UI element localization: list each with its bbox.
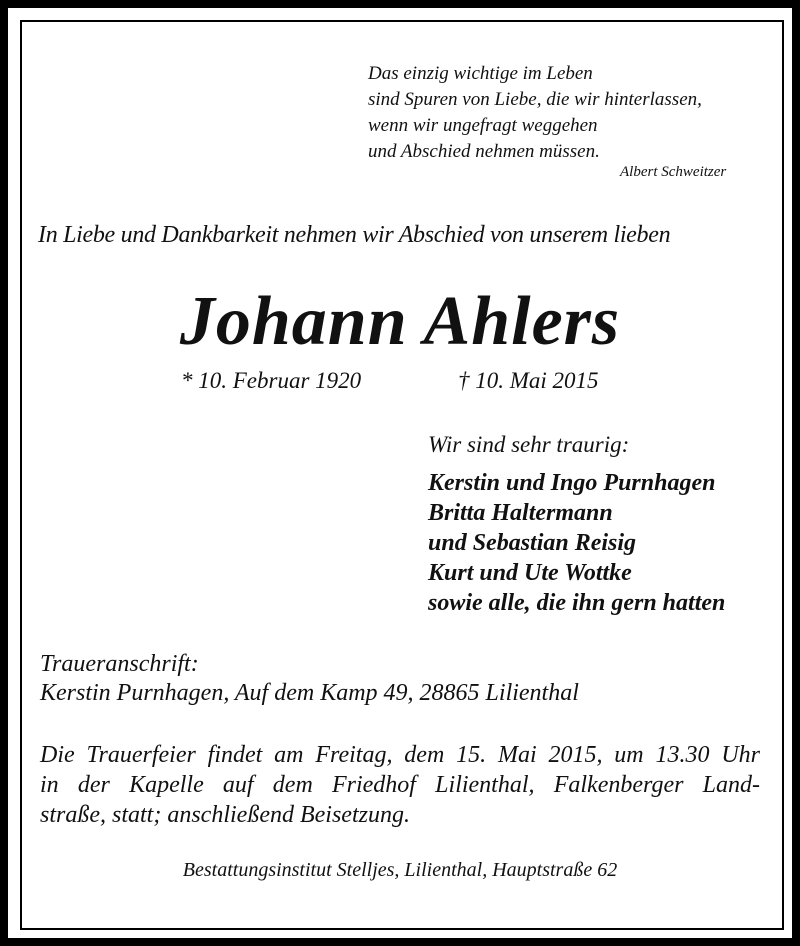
funeral-home: Bestattungsinstitut Stelljes, Lilienthal, Hauptstraße 62 <box>182 859 618 881</box>
mourners-list <box>428 468 725 618</box>
quote-line: sind Spuren von Liebe, die wir hinterlassen, <box>368 89 702 110</box>
deceased-name: Johann Ahlers <box>179 283 621 360</box>
mourner-name: Kerstin und Ingo Purnhagen <box>428 470 716 496</box>
service-line: in der Kapelle auf dem Friedhof Lilienthal, Falkenberger Land- <box>40 772 760 798</box>
birth-date: * 10. Februar 1920 <box>181 368 362 393</box>
intro-text: In Liebe und Dankbarkeit nehmen wir Abschied von unserem lieben <box>38 222 671 248</box>
address-value: Kerstin Purnhagen, Auf dem Kamp 49, 28865 Lilienthal <box>40 680 579 706</box>
quote-line: Das einzig wichtige im Leben <box>368 63 593 84</box>
quote-author: Albert Schweitzer <box>620 164 727 180</box>
quote-line: wenn wir ungefragt weggehen <box>368 115 598 136</box>
mourner-name: sowie alle, die ihn gern hatten <box>428 590 726 616</box>
quote-line: und Abschied nehmen müssen. <box>368 141 600 162</box>
address-label: Traueranschrift: <box>40 651 199 677</box>
mourner-name: Kurt und Ute Wottke <box>428 560 632 586</box>
quote <box>368 61 702 165</box>
service-line: Die Trauerfeier findet am Freitag, dem 15. Mai 2015, um 13.30 Uhr <box>40 742 760 768</box>
service-info <box>40 740 760 830</box>
mourner-name: und Sebastian Reisig <box>428 530 637 556</box>
mourner-name: Britta Haltermann <box>428 500 613 526</box>
mourners-heading: Wir sind sehr traurig: <box>428 432 630 457</box>
death-date: † 10. Mai 2015 <box>458 368 599 393</box>
service-line: straße, statt; anschließend Beisetzung. <box>40 802 410 828</box>
